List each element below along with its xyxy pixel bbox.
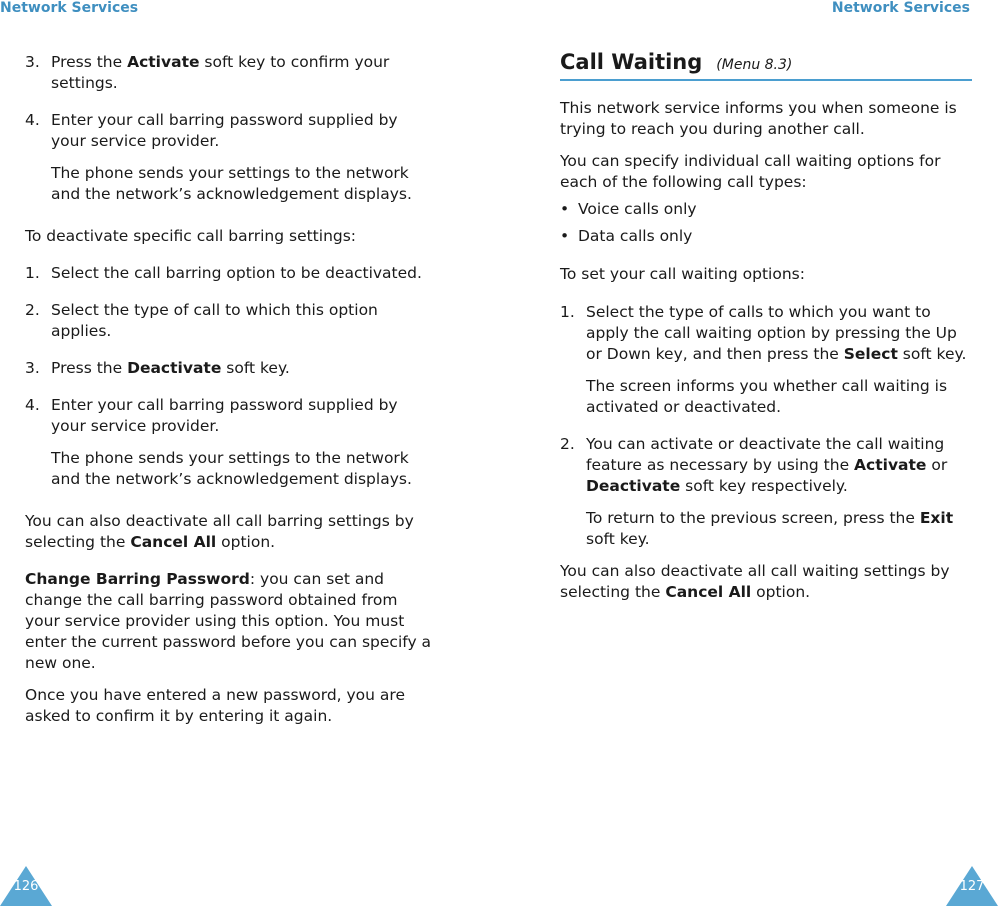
list-item: • Voice calls only [560,200,697,218]
call-types-intro: You can specify individual call waiting options for each of the following call types: [560,152,941,191]
step-number: 3. [25,53,40,71]
step-number: 4. [25,396,40,414]
right-page [560,52,972,603]
call-waiting-intro: This network service informs you when someone is trying to reach you during another call. [560,99,957,138]
cancel-all-waiting: You can also deactivate all call waiting settings by selecting the Cancel All option. [560,562,950,601]
step-number: 2. [560,435,575,453]
list-item: • Data calls only [560,227,693,245]
step-text: Select the type of calls to which you want to apply the call waiting option by pressing the Up or Down key, and then press the Select soft key. [586,303,967,363]
step-number: 3. [25,359,40,377]
deactivate-intro: To deactivate specific call barring settings: [25,227,357,245]
set-step-1 [560,302,972,365]
page-number-right: 127 [959,879,985,894]
page-number-left: 126 [13,879,39,894]
bullet-icon: • [560,227,570,245]
header-right: Network Services [831,0,970,16]
set-step-1-note: The screen informs you whether call waiting is activated or deactivated. [586,377,948,416]
step-number: 2. [25,301,40,319]
step-number: 1. [560,303,575,321]
left-page [25,52,435,727]
deactivate-step-1 [25,263,435,284]
step-4-note: The phone sends your settings to the network and the network’s acknowledgement displays. [51,164,412,203]
confirm-password-note: Once you have entered a new password, you are asked to confirm it by entering it again. [25,686,405,725]
step-number: 1. [25,264,40,282]
change-barring-password: Change Barring Password: you can set and change the call barring password obtained from your service provider using this option. You must enter the current password before you can specify a new one. [25,570,432,672]
step-number: 4. [25,111,40,129]
set-step-2-note: To return to the previous screen, press the Exit soft key. [586,509,954,548]
step-text: Select the call barring option to be deactivated. [51,264,422,282]
step-text: Enter your call barring password supplied by your service provider. [51,111,398,150]
step-text: Enter your call barring password supplied by your service provider. [51,396,398,435]
deactivate-step-4 [25,395,435,437]
section-title: Call Waiting [560,50,703,74]
header-left: Network Services [0,0,139,16]
step-text: Select the type of call to which this option applies. [51,301,378,340]
section-heading [560,52,972,81]
cancel-all-barring: You can also deactivate all call barring settings by selecting the Cancel All option. [25,512,414,551]
deactivate-step-4-note: The phone sends your settings to the network and the network’s acknowledgement displays. [51,449,412,488]
step-text: Press the Activate soft key to confirm your settings. [51,53,390,92]
deactivate-step-2 [25,300,435,342]
step-3 [25,52,435,94]
bullet-icon: • [560,200,570,218]
step-text: Press the Deactivate soft key. [51,359,290,377]
step-text: You can activate or deactivate the call waiting feature as necessary by using the Activate or Deactivate soft key respectively. [586,435,948,495]
step-4 [25,110,435,152]
set-options-intro: To set your call waiting options: [560,265,805,283]
set-step-2 [560,434,972,497]
deactivate-step-3 [25,358,435,379]
menu-reference: (Menu 8.3) [716,57,793,73]
